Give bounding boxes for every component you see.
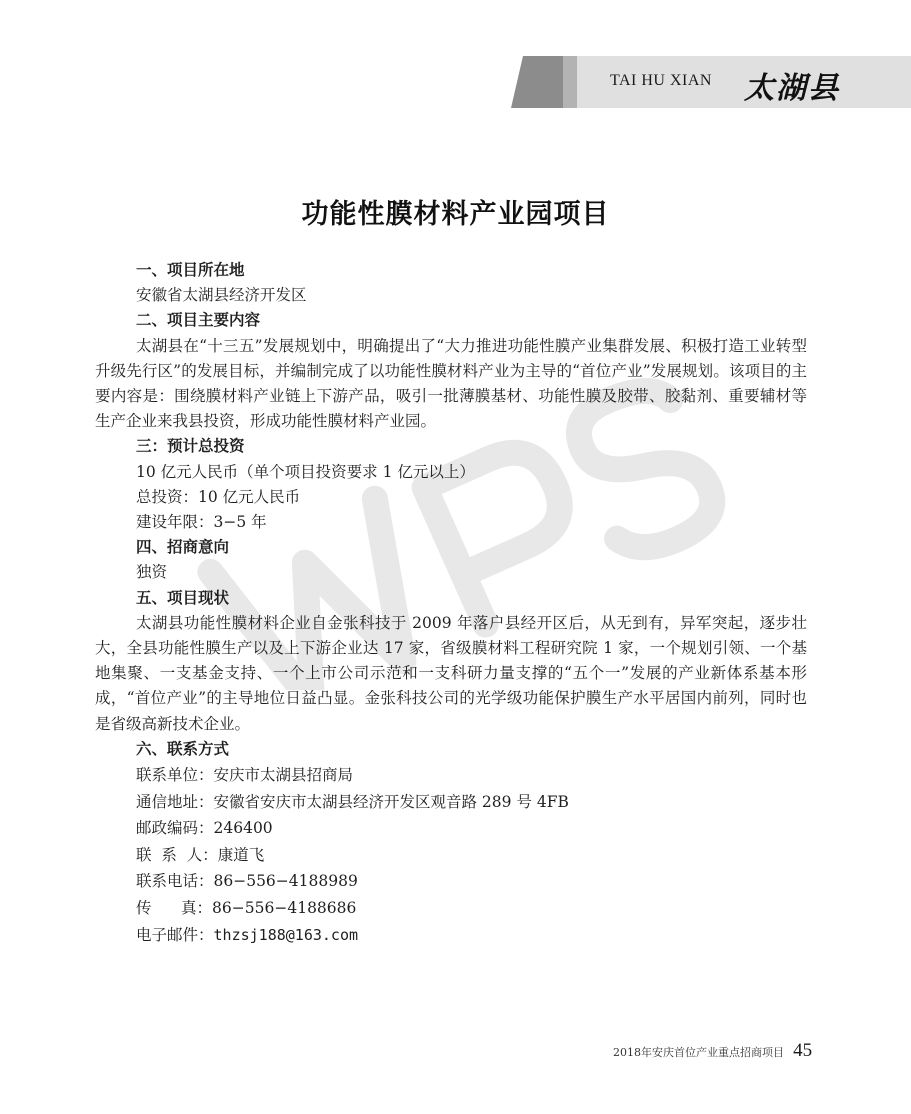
page-number: 45 [793,1040,813,1061]
contact-person: 联 系 人：康道飞 [136,845,265,864]
contact-email-label: 电子邮件： [136,925,214,944]
header-county-name: 太湖县 [744,71,840,106]
page-title: 功能性膜材料产业园项目 [301,199,610,230]
location-text: 安徽省太湖县经济开发区 [136,286,307,305]
intention-text: 独资 [136,563,168,582]
header-band-mid-segment [563,56,577,108]
contact-address: 通信地址：安徽省安庆市太湖县经济开发区观音路 289 号 4FB [136,792,569,811]
investment-line-1: 10 亿元人民币（单个项目投资要求 1 亿元以上） [136,462,475,481]
footer-label: 2018年安庆首位产业重点招商项目 [613,1046,784,1059]
section-heading-intention: 四、招商意向 [136,538,230,557]
contact-phone: 联系电话：86−556−4188989 [136,872,358,891]
investment-line-2: 总投资：10 亿元人民币 [136,487,301,506]
section-heading-status: 五、项目现状 [136,588,230,607]
header-pinyin: TAI HU XIAN [610,72,712,89]
contact-postcode: 邮政编码：246400 [136,819,273,838]
page-footer [613,1040,812,1062]
section-heading-content: 二、项目主要内容 [136,311,261,330]
contact-fax: 传 真：86−556−4188686 [136,899,357,918]
contact-email-line [95,922,807,949]
contact-unit: 联系单位：安庆市太湖县招商局 [136,766,354,785]
section-heading-investment: 三：预计总投资 [136,437,245,456]
document-body [95,258,807,948]
status-paragraph: 太湖县功能性膜材料企业自金张科技于 2009 年落户县经开区后，从无到有，异军突起，逐步壮大，全县功能性膜生产以及上下游企业达 17 家，省级膜材料工程研究院 1 家，一个规划引领、一个基地集聚、一支基金支持、一个上市公司示范和一支科研力量支撑的“五个一”发展的产业新体系基本形成，“首位产业”的主导地位日益凸显。金张科技公司的光学级功能保护膜生产水平居国内前列，同时也是省级高新技术企业。 [95,613,807,733]
contact-email-link[interactable]: thzsj188@163.com [213,925,359,944]
section-heading-contact: 六、联系方式 [136,739,230,758]
content-paragraph: 太湖县在“十三五”发展规划中，明确提出了“大力推进功能性膜产业集群发展、积极打造工业转型升级先行区”的发展目标，并编制完成了以功能性膜材料产业为主导的“首位产业”发展规划。该项目的主要内容是：围绕膜材料产业链上下游产品，吸引一批薄膜基材、功能性膜及胶带、胶黏剂、重要辅材等生产企业来我县投资，形成功能性膜材料产业园。 [95,336,807,431]
section-heading-location: 一、项目所在地 [136,261,245,279]
investment-line-3: 建设年限：3−5 年 [136,513,267,532]
